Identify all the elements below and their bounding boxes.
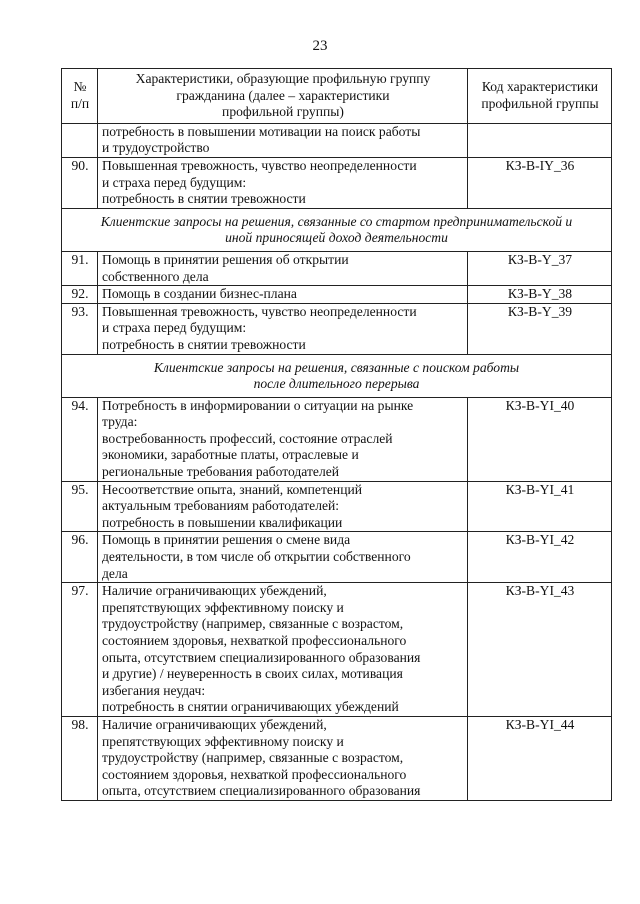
characteristic-line: потребность в снятии ограничивающих убеждений: [102, 699, 399, 715]
characteristic-line: собственного дела: [102, 268, 209, 284]
characteristic-line: препятствующих эффективному поиску и: [102, 733, 344, 749]
characteristic-line: потребность в повышении мотивации на поиск работы: [102, 123, 421, 139]
characteristic-line: Помощь в принятии решения об открытии: [102, 251, 349, 267]
characteristic-line: Наличие ограничивающих убеждений,: [102, 716, 327, 732]
header-code: [468, 69, 612, 124]
section-heading-line: иной приносящей доход деятельности: [225, 230, 448, 246]
section-heading-row: [62, 208, 612, 251]
characteristic-line: Наличие ограничивающих убеждений,: [102, 583, 327, 599]
row-number: 95.: [62, 481, 98, 532]
header-characteristics-line: профильной группы): [222, 104, 344, 120]
characteristic-line: и страха перед будущим:: [102, 174, 247, 190]
characteristic-line: Помощь в создании бизнес-плана: [102, 286, 297, 302]
section-heading-row: [62, 354, 612, 397]
section-heading: [62, 354, 612, 397]
row-code: КЗ-В-Y_39: [468, 303, 612, 354]
row-code: КЗ-В-IY_36: [468, 157, 612, 208]
table-row: [62, 286, 612, 304]
section-heading-line: после длительного перерыва: [253, 376, 420, 392]
header-characteristics: [98, 69, 468, 124]
row-number: 97.: [62, 583, 98, 717]
section-heading: [62, 208, 612, 251]
row-characteristic: [98, 157, 468, 208]
row-code: КЗ-В-YI_44: [468, 716, 612, 800]
row-number: 94.: [62, 397, 98, 481]
characteristic-line: опыта, отсутствием специализированного образования: [102, 649, 421, 665]
characteristic-line: и трудоустройство: [102, 140, 210, 156]
row-characteristic: [98, 583, 468, 717]
characteristic-line: потребность в снятии тревожности: [102, 336, 306, 352]
characteristic-line: актуальным требованиям работодателей:: [102, 498, 340, 514]
characteristic-line: опыта, отсутствием специализированного образования: [102, 783, 421, 799]
characteristic-line: региональные требования работодателей: [102, 464, 340, 480]
header-num-line: п/п: [70, 95, 90, 111]
row-code: КЗ-В-YI_40: [468, 397, 612, 481]
row-code: КЗ-В-YI_43: [468, 583, 612, 717]
header-num-line: №: [73, 79, 87, 95]
row-code: КЗ-В-Y_38: [468, 286, 612, 304]
characteristic-line: и страха перед будущим:: [102, 320, 247, 336]
row-characteristic: [98, 481, 468, 532]
header-characteristics-line: Характеристики, образующие профильную группу: [135, 71, 431, 86]
header-characteristics-line: гражданина (далее – характеристики: [176, 87, 390, 103]
row-characteristic: [98, 397, 468, 481]
row-number: 90.: [62, 157, 98, 208]
characteristic-line: Несоответствие опыта, знаний, компетенций: [102, 481, 363, 497]
row-number: 92.: [62, 286, 98, 304]
row-characteristic: [98, 532, 468, 583]
table-row: [62, 481, 612, 532]
characteristic-line: препятствующих эффективному поиску и: [102, 599, 344, 615]
row-number: 93.: [62, 303, 98, 354]
characteristic-line: Помощь в принятии решения о смене вида: [102, 532, 351, 548]
row-number: 98.: [62, 716, 98, 800]
table-row: [62, 716, 612, 800]
table-row: [62, 251, 612, 285]
row-code: КЗ-В-YI_42: [468, 532, 612, 583]
table-row: [62, 157, 612, 208]
table-body: [62, 123, 612, 800]
characteristic-line: и другие) / неуверенность в своих силах, мотивация: [102, 666, 403, 682]
characteristic-line: экономики, заработные платы, отраслевые и: [102, 447, 359, 463]
characteristic-line: состоянием здоровья, нехваткой профессионального: [102, 633, 407, 648]
table-row: [62, 532, 612, 583]
header-code-line: Код характеристики: [481, 79, 599, 95]
table-row: [62, 397, 612, 481]
row-number: 96.: [62, 532, 98, 583]
table-row: [62, 583, 612, 717]
table-row: [62, 123, 612, 157]
profile-characteristics-table: [61, 68, 612, 801]
characteristic-line: потребность в снятии тревожности: [102, 191, 306, 207]
row-characteristic: [98, 251, 468, 285]
characteristic-line: дела: [102, 565, 128, 581]
characteristic-line: трудоустройству (например, связанные с возрастом,: [102, 750, 404, 766]
characteristic-line: Потребность в информировании о ситуации на рынке: [102, 397, 414, 413]
characteristic-line: Повышенная тревожность, чувство неопределенности: [102, 157, 417, 173]
section-heading-line: Клиентские запросы на решения, связанные с поиском работы: [153, 359, 520, 375]
characteristic-line: состоянием здоровья, нехваткой профессионального: [102, 766, 407, 782]
row-characteristic: [98, 123, 468, 157]
characteristic-line: Повышенная тревожность, чувство неопределенности: [102, 303, 417, 319]
row-characteristic: [98, 716, 468, 800]
page-number: 23: [312, 38, 328, 54]
header-num: [62, 69, 98, 124]
row-number: 91.: [62, 251, 98, 285]
characteristic-line: труда:: [102, 414, 138, 430]
section-heading-line: Клиентские запросы на решения, связанные со стартом предпринимательской и: [100, 213, 573, 229]
characteristic-line: избегания неудач:: [102, 682, 206, 698]
characteristic-line: деятельности, в том числе об открытии собственного: [102, 549, 411, 565]
characteristic-line: трудоустройству (например, связанные с возрастом,: [102, 616, 404, 632]
header-code-line: профильной группы: [481, 95, 599, 111]
row-code: КЗ-В-YI_41: [468, 481, 612, 532]
row-code: КЗ-В-Y_37: [468, 251, 612, 285]
row-number: [62, 123, 98, 157]
row-characteristic: [98, 303, 468, 354]
row-characteristic: [98, 286, 468, 304]
table-header-row: [62, 69, 612, 124]
table-row: [62, 303, 612, 354]
characteristic-line: потребность в повышении квалификации: [102, 514, 343, 530]
characteristic-line: востребованность профессий, состояние отраслей: [102, 430, 393, 446]
row-code: [468, 123, 612, 157]
